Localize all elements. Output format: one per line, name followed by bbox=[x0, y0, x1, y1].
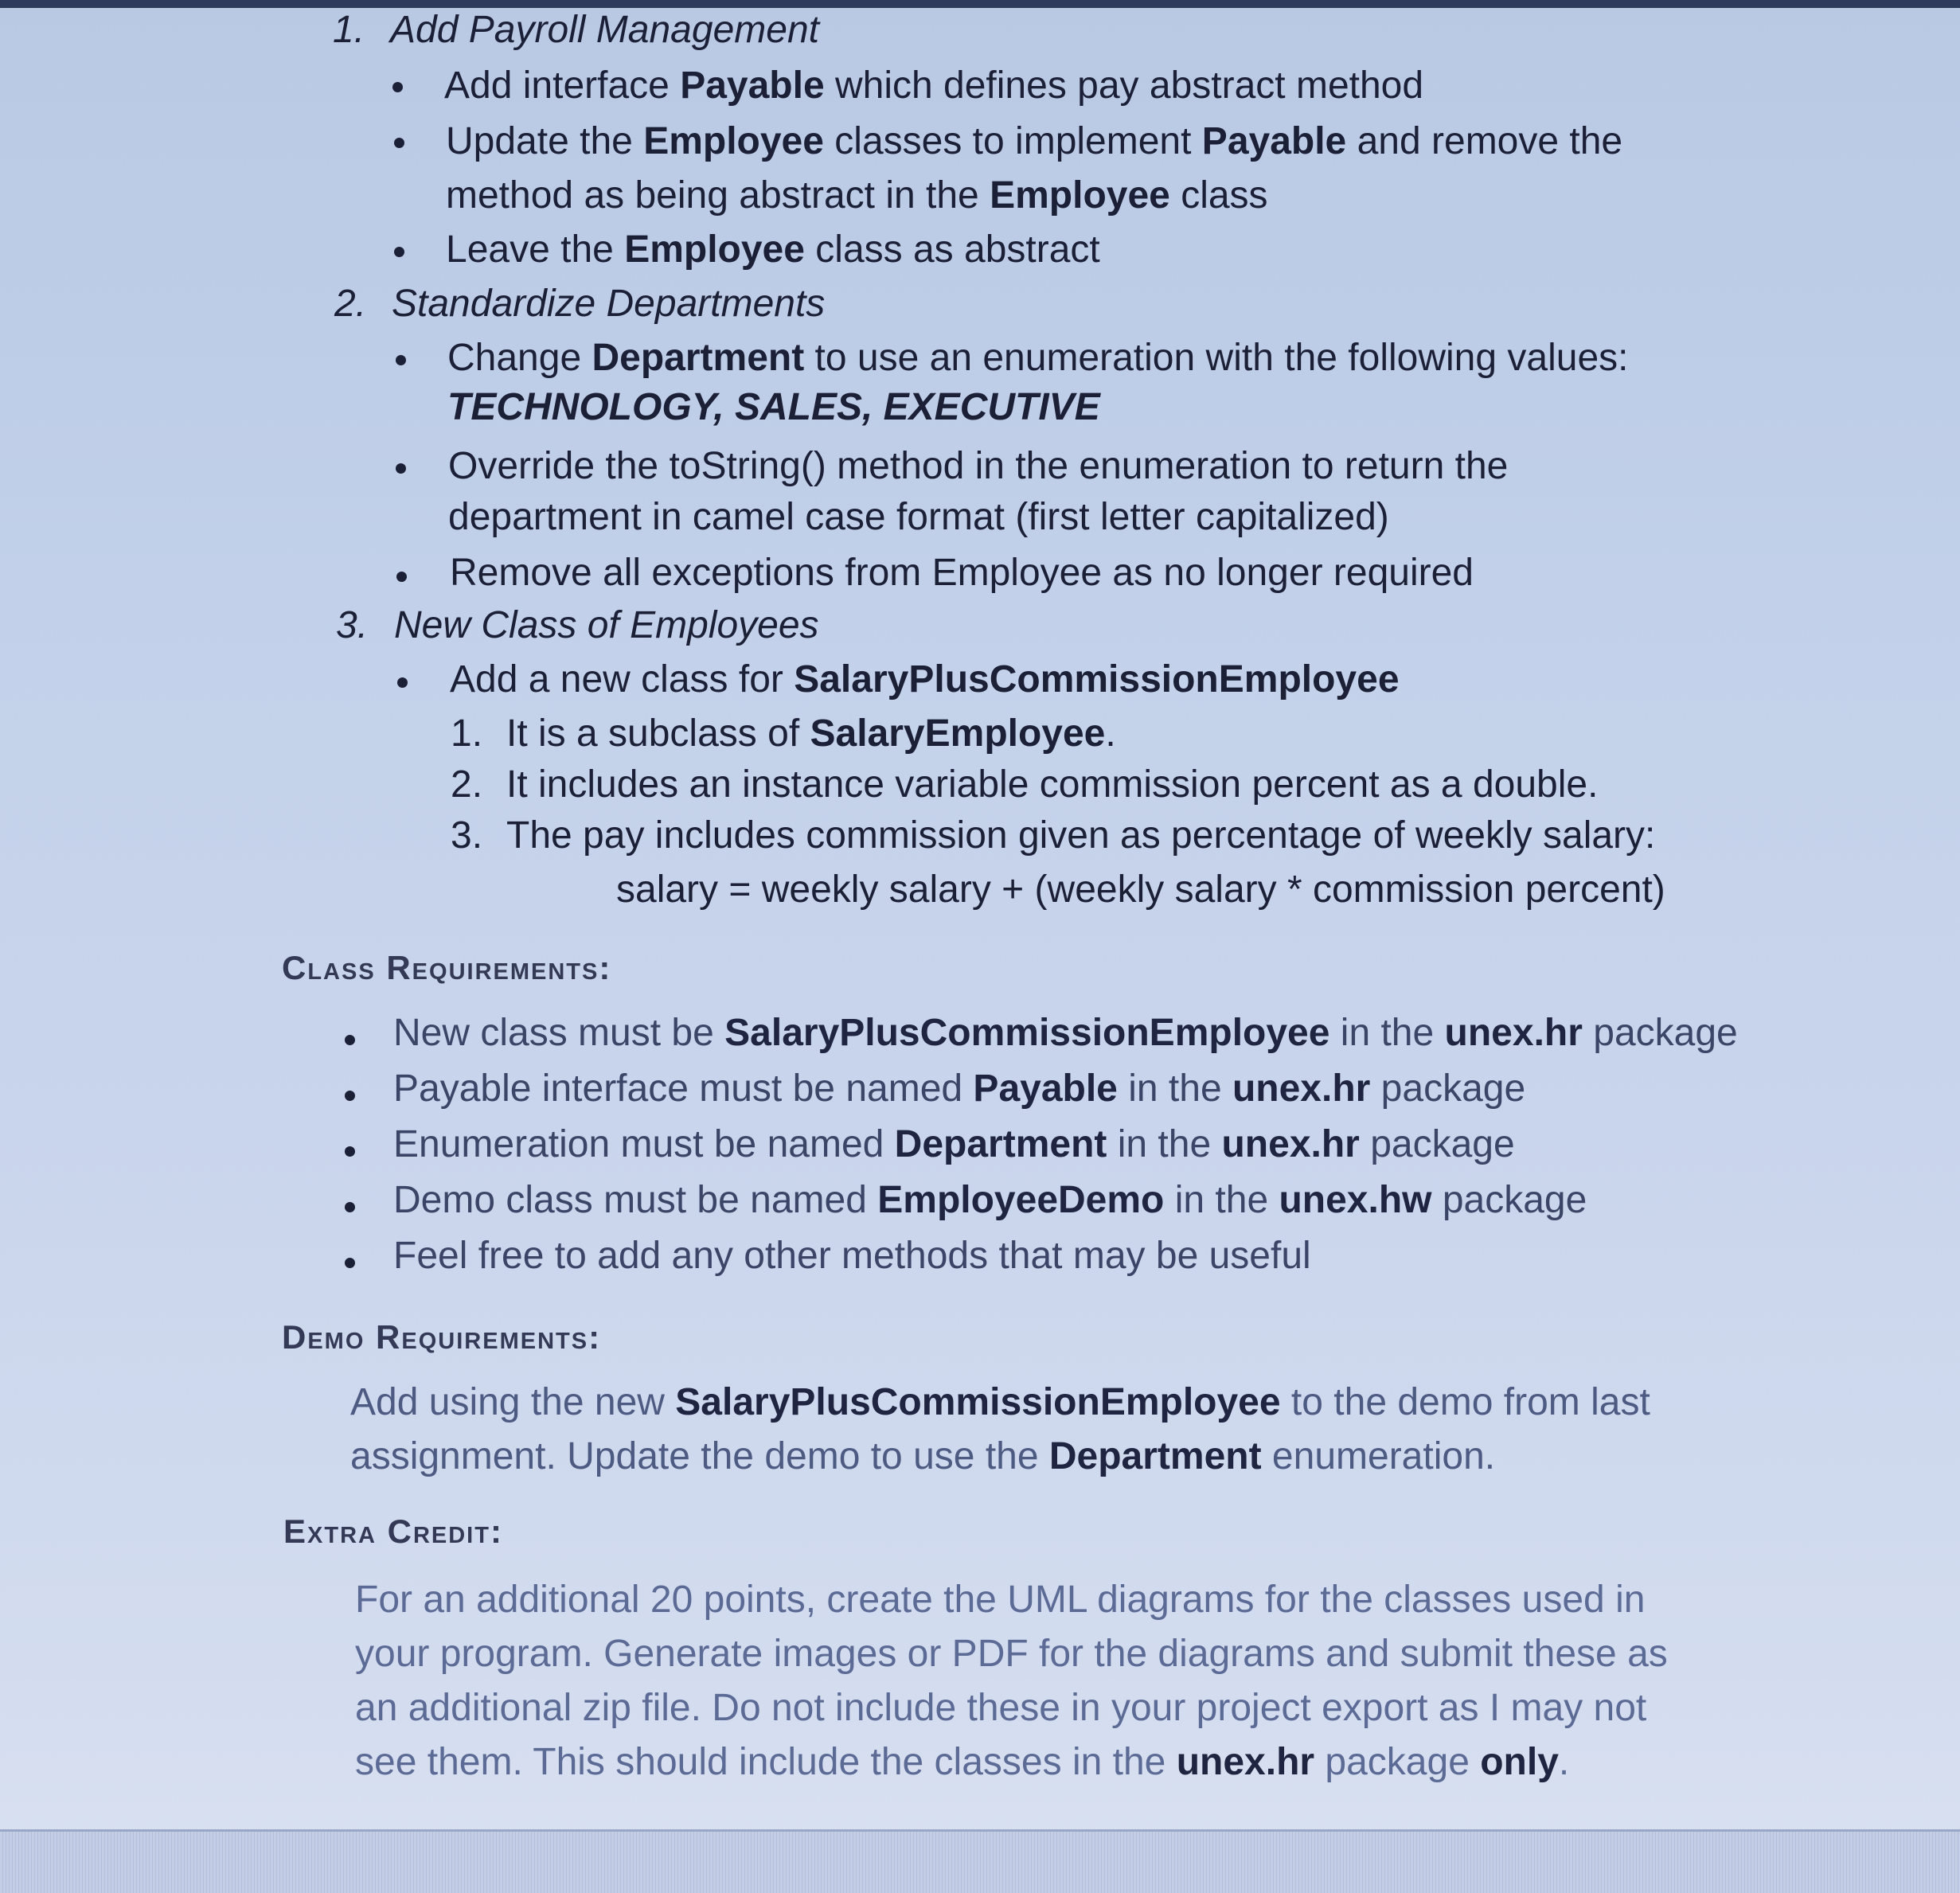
bullet-icon bbox=[394, 138, 404, 148]
requirement-item: New class must be SalaryPlusCommissionEmployee in the unex.hr package bbox=[393, 1012, 1738, 1054]
sub-item: It is a subclass of SalaryEmployee. bbox=[506, 712, 1116, 755]
sub-item: It includes an instance variable commission percent as a double. bbox=[506, 763, 1599, 806]
demo-requirements-heading: Demo Requirements: bbox=[282, 1318, 602, 1356]
bullet-icon bbox=[345, 1035, 355, 1045]
list-item: Change Department to use an enumeration with the following values: bbox=[447, 337, 1629, 379]
bullet-icon bbox=[396, 463, 406, 474]
section-title: Standardize Departments bbox=[392, 283, 826, 325]
demo-text-line: Add using the new SalaryPlusCommissionEmployee to the demo from last bbox=[350, 1381, 1650, 1423]
section-number: 2. bbox=[334, 283, 367, 325]
bullet-icon bbox=[397, 677, 408, 688]
requirement-item: Demo class must be named EmployeeDemo in the unex.hw package bbox=[393, 1179, 1587, 1221]
salary-formula: salary = weekly salary + (weekly salary * commission percent) bbox=[616, 868, 1665, 911]
section-title: New Class of Employees bbox=[394, 604, 819, 646]
extra-credit-line: For an additional 20 points, create the UML diagrams for the classes used in bbox=[355, 1579, 1646, 1621]
extra-credit-line: see them. This should include the classes in the unex.hr package only. bbox=[355, 1741, 1570, 1783]
extra-credit-line: your program. Generate images or PDF for the diagrams and submit these as bbox=[355, 1633, 1668, 1675]
requirement-item: Enumeration must be named Department in the unex.hr package bbox=[393, 1123, 1515, 1165]
bullet-icon bbox=[345, 1258, 355, 1268]
section-number: 1. bbox=[333, 9, 365, 51]
list-item-continuation: method as being abstract in the Employee class bbox=[446, 174, 1268, 217]
demo-text-line: assignment. Update the demo to use the Department enumeration. bbox=[350, 1435, 1496, 1477]
bullet-icon bbox=[345, 1202, 355, 1212]
sub-item: The pay includes commission given as percentage of weekly salary: bbox=[506, 814, 1656, 857]
bullet-icon bbox=[396, 355, 406, 365]
list-item-continuation: department in camel case format (first letter capitalized) bbox=[448, 496, 1389, 538]
item-number: 3. bbox=[451, 814, 483, 857]
item-number: 2. bbox=[451, 763, 483, 806]
requirement-item: Feel free to add any other methods that may be useful bbox=[393, 1235, 1311, 1277]
enum-values: TECHNOLOGY, SALES, EXECUTIVE bbox=[447, 386, 1100, 428]
requirement-item: Payable interface must be named Payable in the unex.hr package bbox=[393, 1067, 1526, 1110]
list-item: Remove all exceptions from Employee as no longer required bbox=[450, 552, 1474, 594]
class-requirements-heading: Class Requirements: bbox=[282, 949, 612, 986]
list-item: Leave the Employee class as abstract bbox=[446, 228, 1100, 271]
section-number: 3. bbox=[336, 604, 369, 646]
footer-band bbox=[0, 1829, 1960, 1893]
top-border bbox=[0, 0, 1960, 8]
extra-credit-line: an additional zip file. Do not include these in your project export as I may not bbox=[355, 1687, 1647, 1729]
extra-credit-heading: Extra Credit: bbox=[283, 1512, 503, 1550]
list-item: Add a new class for SalaryPlusCommissionEmployee bbox=[450, 658, 1400, 701]
bullet-icon bbox=[396, 572, 407, 582]
list-item: Update the Employee classes to implement Payable and remove the bbox=[446, 120, 1623, 162]
list-item: Override the toString() method in the enumeration to return the bbox=[448, 445, 1509, 487]
bullet-icon bbox=[394, 247, 404, 257]
list-item: Add interface Payable which defines pay abstract method bbox=[444, 64, 1424, 107]
item-number: 1. bbox=[451, 712, 483, 755]
section-title: Add Payroll Management bbox=[390, 9, 819, 51]
bullet-icon bbox=[345, 1091, 355, 1101]
bullet-icon bbox=[345, 1146, 355, 1157]
bullet-icon bbox=[392, 82, 403, 92]
